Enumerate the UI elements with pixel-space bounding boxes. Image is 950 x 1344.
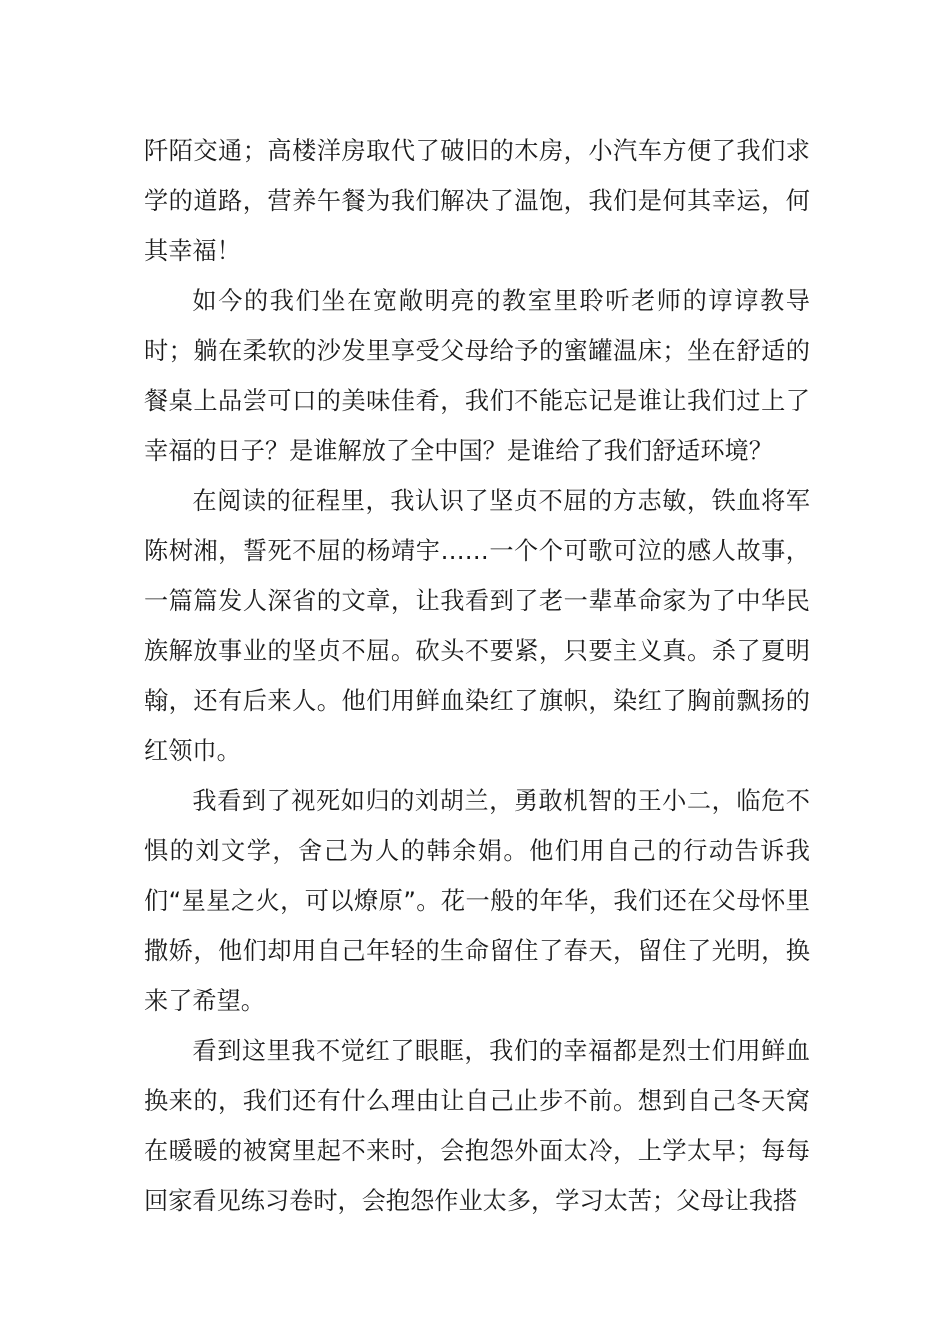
document-body — [144, 126, 810, 1226]
paragraph-5: 看到这里我不觉红了眼眶，我们的幸福都是烈士们用鲜血换来的，我们还有什么理由让自己止步不前。想到自己冬天窝在暖暖的被窝里起不来时，会抱怨外面太冷，上学太早；每每回家看见练习卷时，会抱怨作业太多，学习太苦；父母让我搭 — [144, 1037, 810, 1215]
paragraph-1: 阡陌交通；高楼洋房取代了破旧的木房，小汽车方便了我们求学的道路，营养午餐为我们解决了温饱，我们是何其幸运，何其幸福！ — [144, 137, 810, 265]
paragraph-4: 我看到了视死如归的刘胡兰，勇敢机智的王小二，临危不惧的刘文学，舍己为人的韩余娟。他们用自己的行动告诉我们“星星之火，可以燎原”。花一般的年华，我们还在父母怀里撒娇，他们却用自己年轻的生命留住了春天，留住了光明，换来了希望。 — [144, 787, 810, 1015]
paragraph-2: 如今的我们坐在宽敞明亮的教室里聆听老师的谆谆教导时；躺在柔软的沙发里享受父母给予的蜜罐温床；坐在舒适的餐桌上品尝可口的美味佳肴，我们不能忘记是谁让我们过上了幸福的日子？是谁解放了全中国？是谁给了我们舒适环境？ — [144, 287, 810, 465]
paragraph-3: 在阅读的征程里，我认识了坚贞不屈的方志敏，铁血将军陈树湘，誓死不屈的杨靖宇……一个个可歌可泣的感人故事，一篇篇发人深省的文章，让我看到了老一辈革命家为了中华民族解放事业的坚贞不屈。砍头不要紧，只要主义真。杀了夏明翰，还有后来人。他们用鲜血染红了旗帜，染红了胸前飘扬的红领巾。 — [144, 487, 810, 765]
